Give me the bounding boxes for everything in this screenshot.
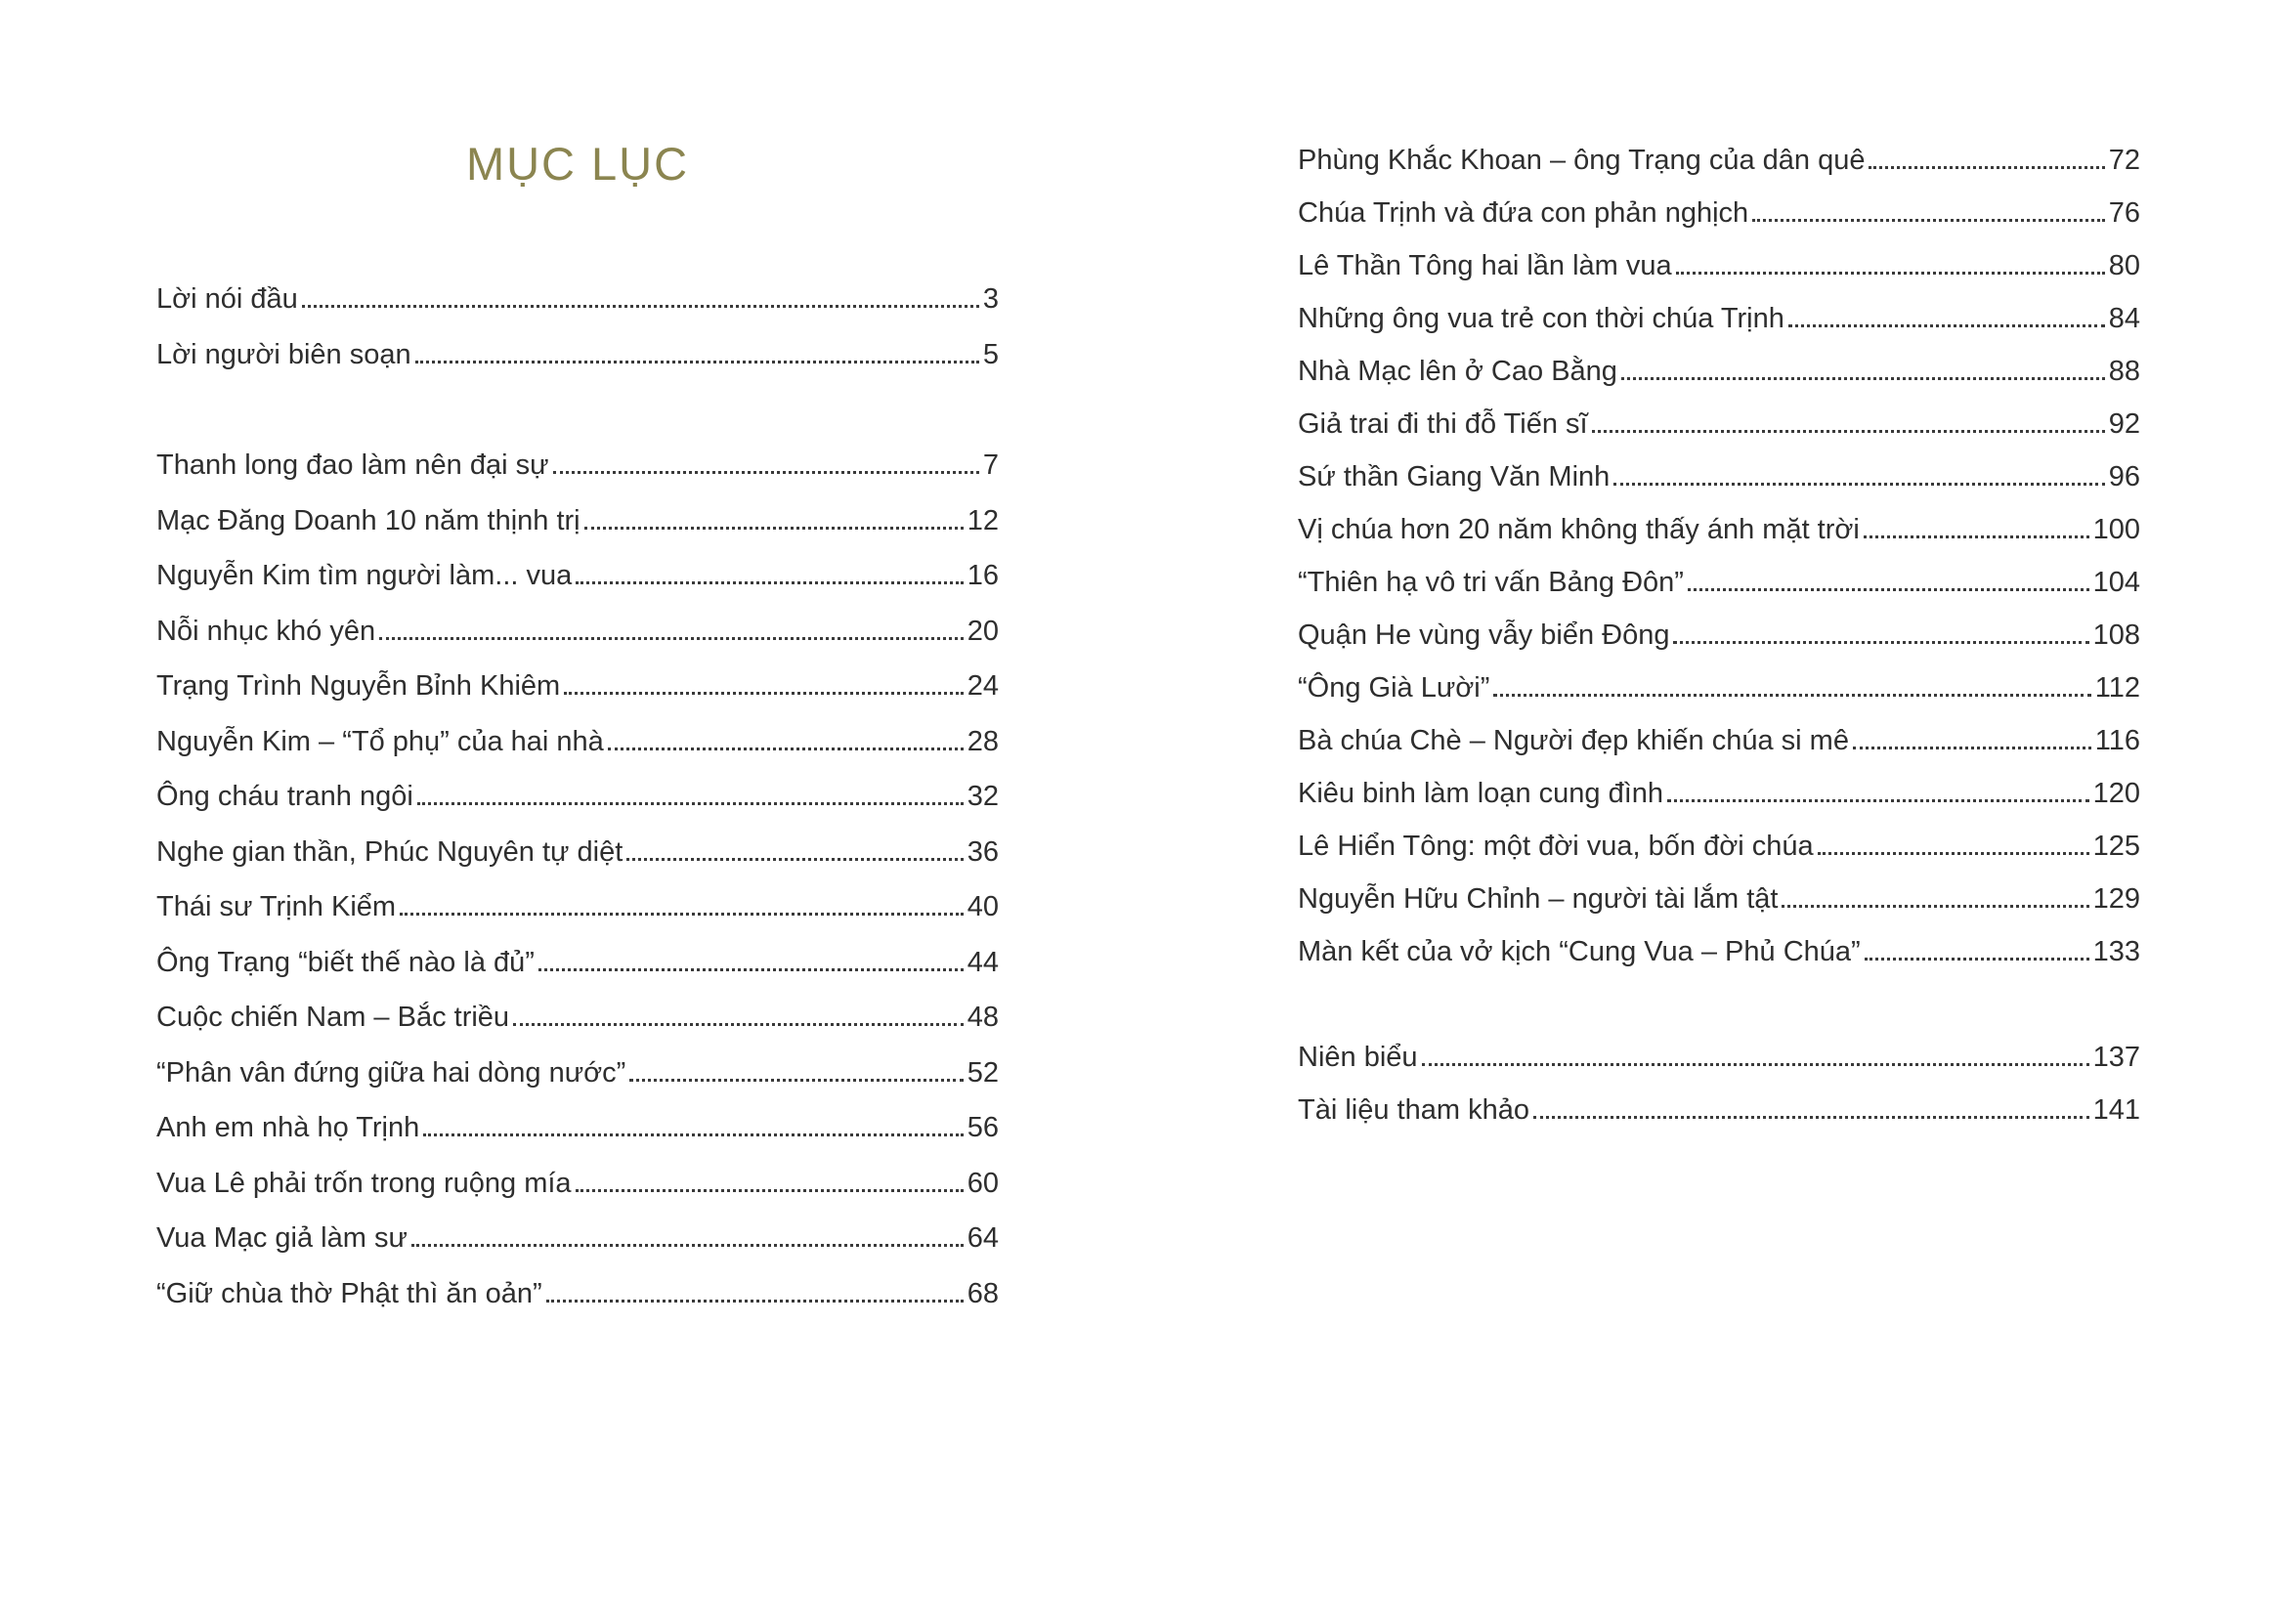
leader-dots xyxy=(1621,377,2105,380)
toc-entry-title: Niên biểu xyxy=(1298,1042,1418,1073)
toc-entry-title: Nghe gian thần, Phúc Nguyên tự diệt xyxy=(156,835,623,868)
toc-entry-title: “Phân vân đứng giữa hai dòng nước” xyxy=(156,1056,626,1089)
leader-dots xyxy=(564,692,964,695)
toc-entry-title: Nguyễn Hữu Chỉnh – người tài lắm tật xyxy=(1298,883,1779,915)
toc-entry-title: Màn kết của vở kịch “Cung Vua – Phủ Chúa” xyxy=(1298,936,1861,967)
leader-dots xyxy=(1853,747,2091,749)
toc-entry-title: Ông Trạng “biết thế nào là đủ” xyxy=(156,946,535,978)
toc-entry-page: 12 xyxy=(967,504,999,536)
toc-entry-page: 68 xyxy=(967,1277,999,1309)
toc-entry-title: Nỗi nhục khó yên xyxy=(156,615,376,647)
toc-entry xyxy=(156,1218,999,1274)
toc-entry-page: 96 xyxy=(2108,461,2140,492)
toc-entry-page: 16 xyxy=(967,560,999,591)
toc-entry-page: 32 xyxy=(967,781,999,812)
toc-entry-page: 72 xyxy=(2108,145,2140,176)
toc-entry-page: 112 xyxy=(2094,672,2140,704)
toc-entry-title: Sứ thần Giang Văn Minh xyxy=(1298,461,1611,492)
toc-entry-page: 56 xyxy=(967,1112,999,1143)
toc-entry-title: Lê Thần Tông hai lần làm vua xyxy=(1298,250,1672,281)
toc-entry-title: Phùng Khắc Khoan – ông Trạng của dân quê xyxy=(1298,145,1866,176)
toc-entry-page: 28 xyxy=(967,725,999,757)
leader-dots xyxy=(1493,694,2090,697)
toc-entry xyxy=(156,612,999,667)
toc-entry-title: Quận He vùng vẫy biển Đông xyxy=(1298,620,1670,651)
toc-entry-page: 104 xyxy=(2092,567,2140,598)
toc-entry xyxy=(156,1274,999,1330)
leader-dots xyxy=(1869,166,2104,169)
toc-entry xyxy=(156,833,999,888)
leader-dots xyxy=(1788,324,2105,327)
toc-entry-title: Bà chúa Chè – Người đẹp khiến chúa si mê xyxy=(1298,725,1849,756)
toc-entry-title: Trạng Trình Nguyễn Bỉnh Khiêm xyxy=(156,670,561,702)
toc-entry xyxy=(1298,616,2140,668)
toc-entry-page: 60 xyxy=(967,1167,999,1199)
toc-entry-page: 120 xyxy=(2092,778,2140,809)
toc-entry-title: Nguyễn Kim tìm người làm... vua xyxy=(156,560,573,591)
toc-entry-page: 5 xyxy=(982,338,999,370)
toc-entry xyxy=(1298,774,2140,827)
toc-entry-title: “Thiên hạ vô tri vấn Bảng Đôn” xyxy=(1298,567,1684,598)
toc-entry-page: 88 xyxy=(2108,356,2140,387)
leader-dots xyxy=(576,581,963,584)
toc-entry xyxy=(1298,246,2140,299)
chapter-list-left xyxy=(156,446,999,1329)
toc-entry-page: 125 xyxy=(2092,831,2140,862)
leader-dots xyxy=(379,637,964,640)
toc-entry-page: 137 xyxy=(2092,1042,2140,1073)
leader-dots xyxy=(1818,852,2089,855)
toc-entry-page: 116 xyxy=(2094,725,2140,756)
toc-entry-page: 92 xyxy=(2108,408,2140,440)
toc-entry xyxy=(156,501,999,557)
back-matter-list xyxy=(1298,1038,2140,1143)
toc-entry-title: Ông cháu tranh ngôi xyxy=(156,781,413,812)
toc-entry-page: 64 xyxy=(967,1222,999,1254)
chapter-list-right xyxy=(1298,141,2140,985)
leader-dots xyxy=(423,1133,964,1136)
toc-entry xyxy=(156,1164,999,1219)
toc-entry xyxy=(1298,879,2140,932)
leader-dots xyxy=(1865,958,2089,961)
toc-entry-page: 36 xyxy=(967,835,999,868)
toc-entry xyxy=(156,943,999,999)
leader-dots xyxy=(608,748,964,750)
toc-entry-title: Lời người biên soạn xyxy=(156,338,411,370)
toc-entry-page: 100 xyxy=(2092,514,2140,545)
toc-entry xyxy=(156,777,999,833)
leader-dots xyxy=(584,527,964,530)
toc-entry-title: Cuộc chiến Nam – Bắc triều xyxy=(156,1002,510,1033)
leader-dots xyxy=(302,305,979,308)
toc-entry-title: “Ông Già Lười” xyxy=(1298,672,1490,704)
toc-entry-title: Nhà Mạc lên ở Cao Bằng xyxy=(1298,356,1617,387)
toc-entry xyxy=(156,998,999,1053)
leader-dots xyxy=(1533,1116,2089,1119)
toc-entry-title: Nguyễn Kim – “Tổ phụ” của hai nhà xyxy=(156,725,604,757)
toc-entry xyxy=(156,887,999,943)
leader-dots xyxy=(553,471,979,474)
toc-entry xyxy=(1298,668,2140,721)
toc-entry-page: 80 xyxy=(2108,250,2140,281)
toc-entry-page: 76 xyxy=(2108,197,2140,229)
toc-entry-page: 44 xyxy=(967,946,999,978)
leader-dots xyxy=(400,913,964,916)
leader-dots xyxy=(1613,483,2104,486)
toc-entry-title: Lời nói đầu xyxy=(156,283,298,315)
page-title: MỤC LỤC xyxy=(465,138,690,190)
toc-entry xyxy=(1298,299,2140,352)
leader-dots xyxy=(1676,272,2105,275)
leader-dots xyxy=(629,1079,963,1082)
toc-entry-title: Giả trai đi thi đỗ Tiến sĩ xyxy=(1298,408,1588,440)
toc-entry xyxy=(1298,721,2140,774)
toc-entry-page: 108 xyxy=(2092,620,2140,651)
toc-entry xyxy=(1298,141,2140,193)
toc-entry-title: Thái sư Trịnh Kiểm xyxy=(156,891,397,922)
leader-dots xyxy=(513,1023,964,1026)
toc-entry-title: Chúa Trịnh và đứa con phản nghịch xyxy=(1298,197,1749,229)
toc-entry-page: 133 xyxy=(2092,936,2140,967)
toc-entry-page: 52 xyxy=(967,1056,999,1089)
toc-entry xyxy=(156,1108,999,1164)
toc-entry-title: Vị chúa hơn 20 năm không thấy ánh mặt trời xyxy=(1298,514,1860,545)
toc-entry-title: Tài liệu tham khảo xyxy=(1298,1094,1529,1126)
leader-dots xyxy=(1673,641,2088,644)
front-matter-list xyxy=(156,279,999,390)
leader-dots xyxy=(546,1300,964,1303)
toc-entry-title: “Giữ chùa thờ Phật thì ăn oản” xyxy=(156,1277,542,1309)
toc-entry-page: 40 xyxy=(967,891,999,922)
toc-entry xyxy=(156,1053,999,1109)
toc-entry-page: 7 xyxy=(982,449,999,481)
toc-entry-title: Kiêu binh làm loạn cung đình xyxy=(1298,778,1664,809)
toc-entry-nien-bieu xyxy=(1298,1038,2140,1090)
leader-dots xyxy=(576,1189,964,1192)
toc-entry xyxy=(1298,457,2140,510)
toc-entry-title: Anh em nhà họ Trịnh xyxy=(156,1112,420,1143)
toc-entry-page: 48 xyxy=(967,1002,999,1033)
leader-dots xyxy=(1688,588,2089,591)
toc-entry xyxy=(1298,352,2140,405)
toc-entry-page: 84 xyxy=(2108,303,2140,334)
toc-entry xyxy=(1298,510,2140,563)
toc-entry-page: 129 xyxy=(2092,883,2140,915)
toc-entry xyxy=(156,446,999,501)
toc-entry-title: Vua Lê phải trốn trong ruộng mía xyxy=(156,1167,572,1199)
toc-entry-title: Thanh long đao làm nên đại sự xyxy=(156,449,549,481)
leader-dots xyxy=(1782,905,2088,908)
toc-entry-title: Vua Mạc giả làm sư xyxy=(156,1222,408,1254)
leader-dots xyxy=(538,968,964,971)
toc-entry xyxy=(1298,405,2140,457)
toc-entry xyxy=(1298,193,2140,246)
toc-entry-page: 20 xyxy=(967,615,999,647)
leader-dots xyxy=(1752,219,2105,222)
toc-entry-title: Những ông vua trẻ con thời chúa Trịnh xyxy=(1298,303,1784,334)
leader-dots xyxy=(1864,535,2089,538)
toc-entry xyxy=(156,556,999,612)
leader-dots xyxy=(626,858,963,861)
leader-dots xyxy=(417,802,964,805)
toc-entry xyxy=(1298,932,2140,985)
leader-dots xyxy=(415,361,979,363)
toc-entry xyxy=(156,722,999,778)
toc-entry-loi-noi-dau xyxy=(156,279,999,335)
toc-entry-loi-nguoi-bien-soan xyxy=(156,335,999,391)
leader-dots xyxy=(1422,1063,2089,1066)
toc-entry-page: 3 xyxy=(982,283,999,315)
leader-dots xyxy=(1667,799,2089,802)
toc-entry-tai-lieu-tham-khao xyxy=(1298,1090,2140,1143)
toc-entry xyxy=(156,666,999,722)
toc-entry-page: 141 xyxy=(2092,1094,2140,1126)
toc-entry xyxy=(1298,563,2140,616)
leader-dots xyxy=(411,1244,964,1247)
toc-entry-title: Lê Hiển Tông: một đời vua, bốn đời chúa xyxy=(1298,831,1814,862)
toc-entry-title: Mạc Đăng Doanh 10 năm thịnh trị xyxy=(156,504,580,536)
leader-dots xyxy=(1592,430,2105,433)
toc-entry xyxy=(1298,827,2140,879)
toc-entry-page: 24 xyxy=(967,670,999,702)
